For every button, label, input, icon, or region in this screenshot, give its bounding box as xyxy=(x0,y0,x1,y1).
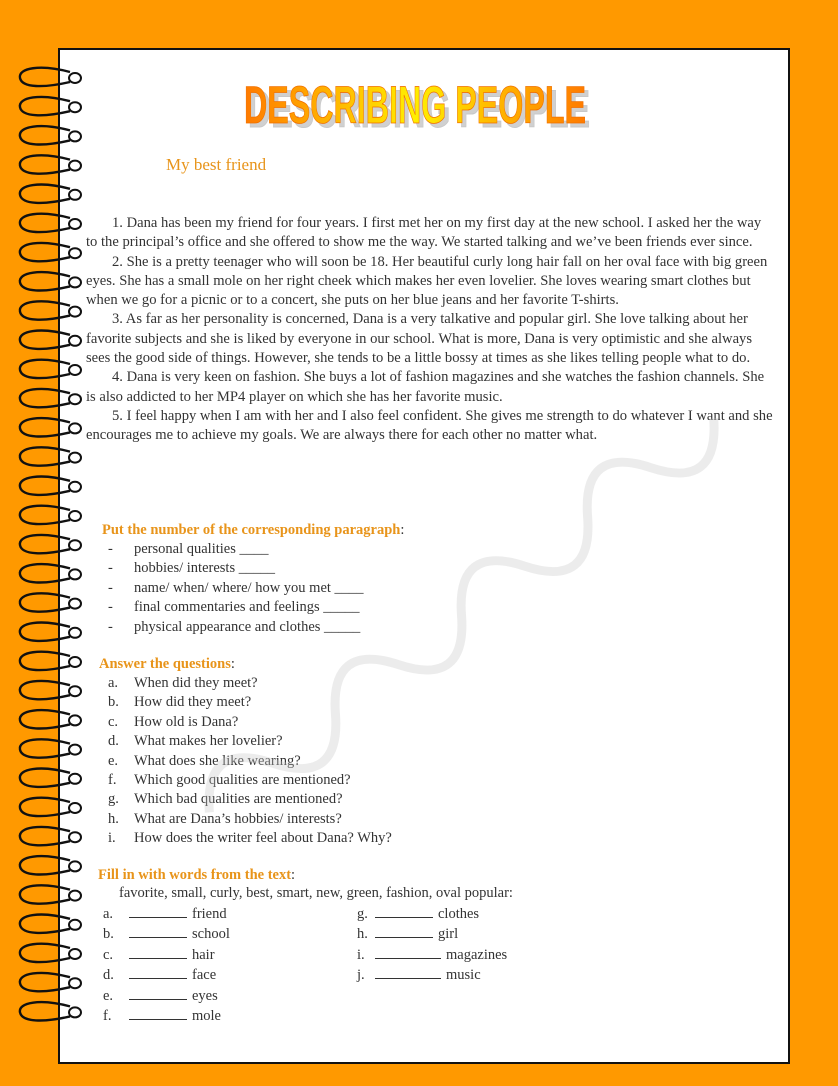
fill-in-right-column xyxy=(357,904,507,986)
list-item: a. When did they meet? xyxy=(108,675,258,691)
answer-blank[interactable] xyxy=(129,986,187,1000)
list-item: - final commentaries and feelings _____ xyxy=(108,599,360,616)
answer-blank[interactable] xyxy=(129,945,187,959)
list-item: h. girl xyxy=(357,926,459,943)
title-shadow: DESCRIBING PEOPLE xyxy=(248,80,590,134)
reading-text xyxy=(86,214,776,446)
answer-blank[interactable] xyxy=(129,1006,187,1020)
word-bank: favorite, small, curly, best, smart, new, green, fashion, oval popular: xyxy=(119,885,513,901)
answer-blank[interactable] xyxy=(375,924,433,938)
page-title xyxy=(240,72,600,134)
section-heading-match: Put the number of the corresponding paragraph: xyxy=(102,522,405,538)
list-item: g. clothes xyxy=(357,906,480,922)
paragraph-5: 5. I feel happy when I am with her and I also feel confident. She gives me strength to do whatever I want and she encourages me to achieve my goals. We are always there for each other no matter what. xyxy=(86,407,773,444)
list-item: e. eyes xyxy=(103,987,218,1004)
questions-list xyxy=(108,674,392,849)
list-item: j. music xyxy=(357,967,481,984)
subtitle: My best friend xyxy=(166,155,267,174)
list-item: - hobbies/ interests _____ xyxy=(108,560,275,577)
title-text: DESCRIBING PEOPLE xyxy=(244,76,586,134)
paragraph-4: 4. Dana is very keen on fashion. She buys a lot of fashion magazines and she watches the fashion channels. She is also addicted to her MP4 player on which she has her favorite music. xyxy=(86,369,765,405)
answer-blank[interactable] xyxy=(129,904,187,918)
answer-blank[interactable] xyxy=(375,945,441,959)
fill-in-left-column xyxy=(103,904,230,1026)
list-item: - physical appearance and clothes _____ xyxy=(108,618,361,635)
list-item: i. How does the writer feel about Dana? Why? xyxy=(108,830,392,847)
list-item: d. What makes her lovelier? xyxy=(108,733,283,750)
list-item: g. Which bad qualities are mentioned? xyxy=(108,791,343,808)
section-heading-questions: Answer the questions: xyxy=(99,656,235,672)
paragraph-1: 1. Dana has been my friend for four years. I first met her on my first day at the new school. I asked her the way to the principal’s office and she offered to show me the way. We started talking and we’ve been friends ever since. xyxy=(86,215,762,251)
list-item: f. mole xyxy=(103,1008,221,1025)
section-heading-fill-in: Fill in with words from the text: xyxy=(98,867,296,883)
list-item: i. magazines xyxy=(357,946,508,963)
paragraph-3: 3. As far as her personality is concerned, Dana is a very talkative and popular girl. She love talking about her favorite subjects and she is liked by everyone in our school. What is more, Dana is very optimistic and she always sees the good side of things. However, she tends to be a little bossy at times as she likes telling people what to do. xyxy=(86,311,753,367)
answer-blank[interactable] xyxy=(129,965,187,979)
list-item: b. school xyxy=(103,926,230,943)
answer-blank[interactable] xyxy=(375,904,433,918)
match-list xyxy=(108,540,364,637)
list-item: h. What are Dana’s hobbies/ interests? xyxy=(108,810,342,827)
answer-blank[interactable] xyxy=(129,924,187,938)
list-item: b. How did they meet? xyxy=(108,694,252,711)
list-item: f. Which good qualities are mentioned? xyxy=(108,772,351,789)
paragraph-2: 2. She is a pretty teenager who will soon be 18. Her beautiful curly long hair fall on her oval face with big green eyes. She has a small mole on her right cheek which makes her even lovelier. She loves wearing smart clothes but when we go for a picnic or to a concert, she puts on her blue jeans and her favorite T-shirts. xyxy=(86,253,768,309)
list-item: e. What does she like wearing? xyxy=(108,752,301,769)
list-item: d. face xyxy=(103,967,217,984)
answer-blank[interactable] xyxy=(375,965,441,979)
list-item: c. hair xyxy=(103,946,215,963)
list-item: - name/ when/ where/ how you met ____ xyxy=(108,579,364,596)
list-item: - personal qualities ____ xyxy=(108,541,269,557)
list-item: c. How old is Dana? xyxy=(108,713,239,730)
list-item: a. friend xyxy=(103,906,227,922)
